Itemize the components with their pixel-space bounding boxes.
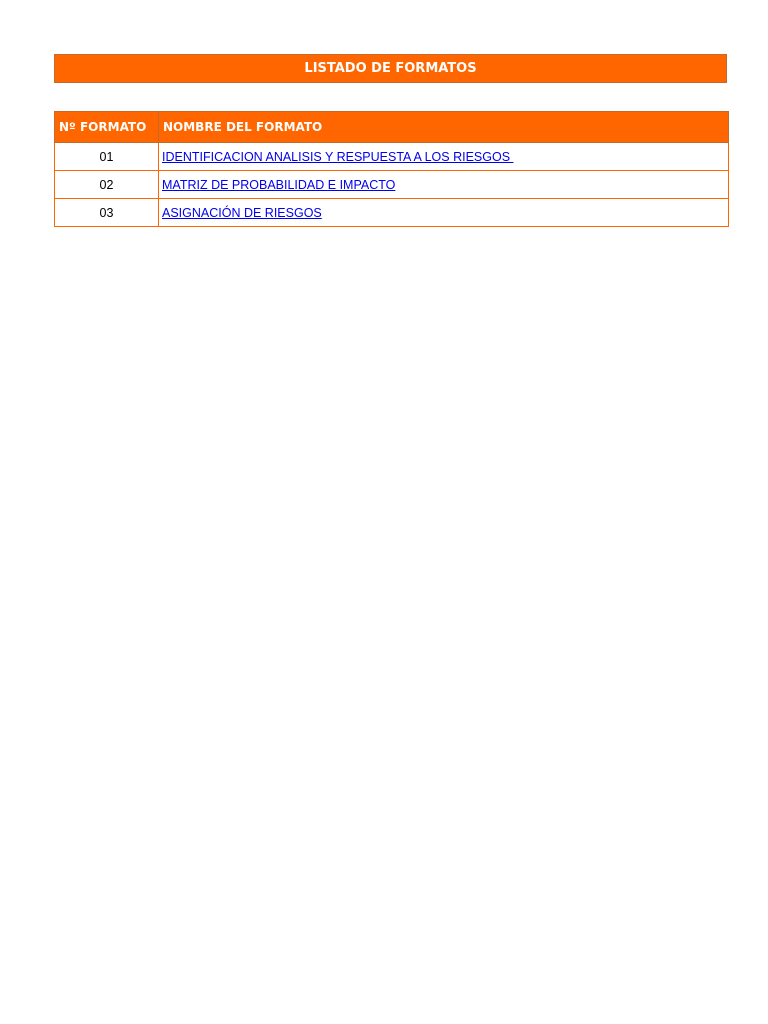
formats-table <box>54 111 729 227</box>
format-name-cell <box>159 171 729 199</box>
table-row <box>55 143 729 171</box>
format-link-asignacion[interactable]: ASIGNACIÓN DE RIESGOS <box>162 205 322 220</box>
format-link-matriz[interactable]: MATRIZ DE PROBABILIDAD E IMPACTO <box>162 177 396 192</box>
format-number-cell: 01 <box>55 143 159 171</box>
format-number-cell: 02 <box>55 171 159 199</box>
column-header-format-number: Nº FORMATO <box>55 112 159 143</box>
format-name-cell <box>159 143 729 171</box>
page-title: LISTADO DE FORMATOS <box>54 54 727 83</box>
table-header-row <box>55 112 729 143</box>
format-name-cell <box>159 199 729 227</box>
format-number-cell: 03 <box>55 199 159 227</box>
column-header-format-name: NOMBRE DEL FORMATO <box>159 112 729 143</box>
table-row <box>55 199 729 227</box>
format-link-identificacion[interactable]: IDENTIFICACION ANALISIS Y RESPUESTA A LOS RIESGOS <box>162 149 514 164</box>
table-row <box>55 171 729 199</box>
